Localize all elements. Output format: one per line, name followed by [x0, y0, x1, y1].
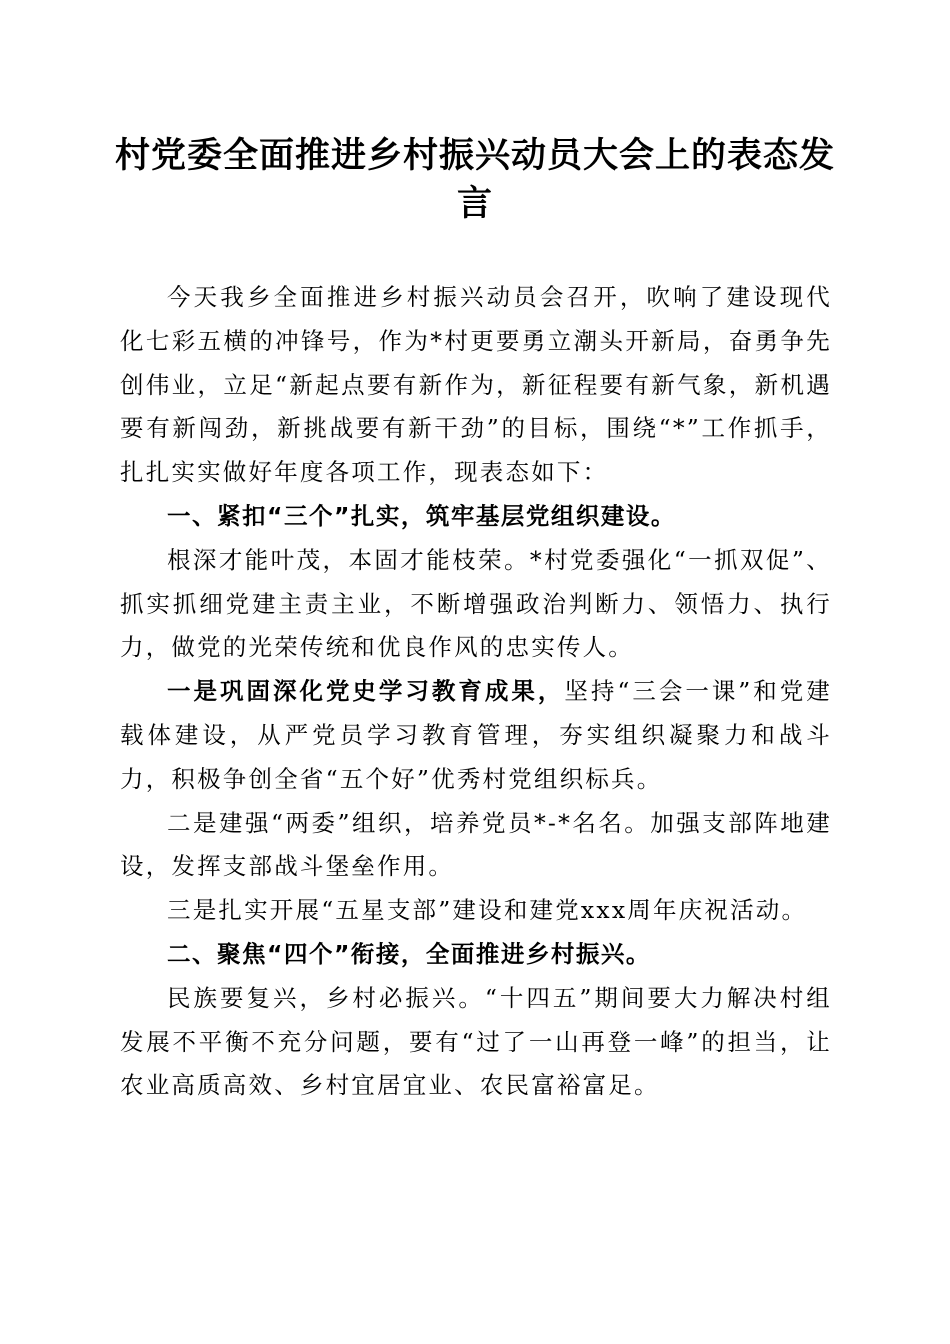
point-1-lead: 一是巩固深化党史学习教育成果， — [167, 677, 565, 706]
document-body — [120, 276, 832, 1108]
intro-paragraph: 今天我乡全面推进乡村振兴动员会召开，吹响了建设现代化七彩五横的冲锋号，作为*村更要勇立潮头开新局，奋勇争先创伟业，立足“新起点要有新作为，新征程要有新气象，新机遇要有新闯劲，新挑战要有新干劲”的目标，围绕“*”工作抓手，扎扎实实做好年度各项工作，现表态如下： — [120, 283, 832, 487]
section-2-paragraph: 民族要复兴，乡村必振兴。“十四五”期间要大力解决村组发展不平衡不充分问题，要有“过了一山再登一峰”的担当，让农业高质高效、乡村宜居宜业、农民富裕富足。 — [120, 983, 832, 1100]
document-title: 村党委全面推进乡村振兴动员大会上的表态发言 — [114, 135, 835, 224]
point-3-paragraph: 三是扎实开展“五星支部”建设和建党xxx周年庆祝活动。 — [167, 896, 808, 925]
point-1-text: 坚持“三会一课”和党建载体建设，从严党员学习教育管理，夯实组织凝聚力和战斗力，积极争创全省“五个好”优秀村党组织标兵。 — [120, 677, 832, 793]
section-1-paragraph: 根深才能叶茂，本固才能枝荣。*村党委强化“一抓双促”、抓实抓细党建主责主业，不断增强政治判断力、领悟力、执行力，做党的光荣传统和优良作风的忠实传人。 — [120, 545, 832, 662]
section-heading-2: 二、聚焦“四个”衔接，全面推进乡村振兴。 — [167, 939, 651, 968]
point-1-paragraph — [120, 670, 832, 801]
point-2-paragraph: 二是建强“两委”组织，培养党员*-*名名。加强支部阵地建设，发挥支部战斗堡垒作用。 — [120, 808, 832, 881]
section-heading-1: 一、紧扣“三个”扎实，筑牢基层党组织建设。 — [167, 501, 676, 530]
